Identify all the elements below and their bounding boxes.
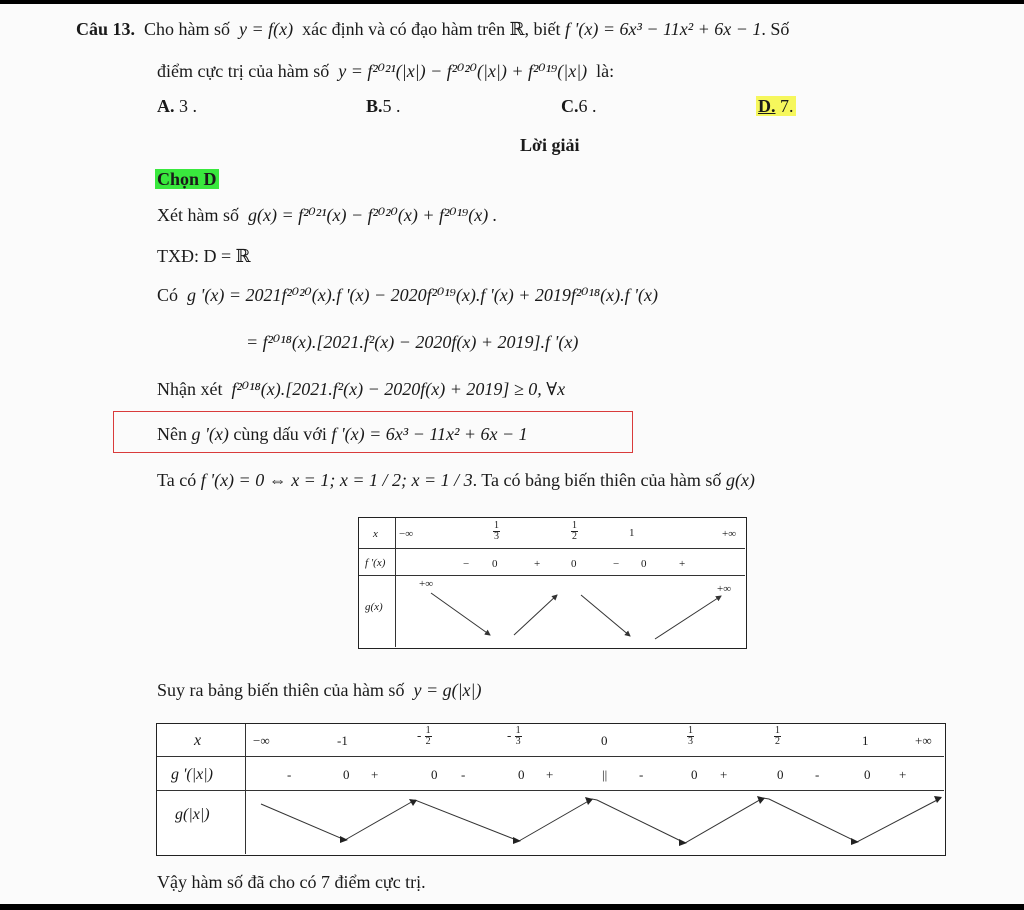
t1-x-val: +∞ bbox=[722, 528, 737, 540]
question-derivative: f '(x) = 6x³ − 11x² + 6x − 1 bbox=[565, 19, 762, 39]
top-border bbox=[0, 0, 1024, 4]
t2-sign: + bbox=[720, 767, 728, 782]
t1-sign: − bbox=[613, 558, 620, 570]
t2-x-val: -1 bbox=[337, 733, 348, 748]
t2-sign: - bbox=[287, 767, 292, 782]
t2-x-val: 0 bbox=[601, 733, 608, 748]
t1-arrow-down bbox=[581, 595, 630, 636]
option-letter: D. bbox=[758, 96, 776, 116]
t1-row-deriv: f '(x) bbox=[365, 557, 386, 569]
solution-formula: g '(x) bbox=[191, 424, 229, 444]
t2-sign: 0 bbox=[691, 767, 698, 782]
t1-x-val: $\frac{1}{2}$ bbox=[572, 520, 577, 542]
t1-arrows bbox=[359, 518, 745, 647]
t1-g-limit: +∞ bbox=[419, 578, 434, 590]
question-line-2 bbox=[157, 59, 614, 83]
t2-x-val: $\frac{1}{3}$ bbox=[688, 725, 693, 747]
solution-formula: y = g(|x|) bbox=[413, 680, 482, 700]
t2-arrowhead bbox=[851, 838, 859, 845]
solution-line-1 bbox=[157, 203, 497, 227]
bottom-border bbox=[0, 904, 1024, 910]
t1-arrow-up bbox=[514, 595, 557, 635]
t1-x-val: $\frac{1}{3}$ bbox=[494, 520, 499, 542]
t1-row-x: x bbox=[373, 528, 378, 540]
t2-sign: || bbox=[602, 767, 608, 782]
t2-arrowhead bbox=[679, 839, 687, 846]
question-label: Câu 13. bbox=[76, 19, 136, 39]
variation-table-g-abs bbox=[156, 723, 946, 856]
variation-table-g bbox=[358, 517, 747, 649]
t2-sign: 0 bbox=[518, 767, 525, 782]
conclusion: Vậy hàm số đã cho có 7 điểm cực trị. bbox=[157, 872, 426, 892]
solution-line-2: TXĐ: D = ℝ bbox=[157, 246, 251, 266]
t2-sign: - bbox=[639, 767, 644, 782]
t2-sign: 0 bbox=[777, 767, 784, 782]
t2-sign: 0 bbox=[864, 767, 871, 782]
question-text: xác định và có đạo hàm trên ℝ, biết bbox=[302, 19, 561, 39]
solution-text: cùng dấu với bbox=[233, 424, 327, 444]
t1-arrow-down bbox=[431, 593, 490, 635]
t2-x-val: - $\frac{1}{2}$ bbox=[417, 725, 431, 747]
option-value: 3 . bbox=[179, 96, 197, 116]
t2-sign: + bbox=[899, 767, 907, 782]
option-letter: B. bbox=[366, 96, 383, 116]
option-letter: C. bbox=[561, 96, 579, 116]
solution-text: Có bbox=[157, 285, 179, 305]
option-a[interactable] bbox=[157, 94, 197, 118]
t1-sign: 0 bbox=[641, 558, 647, 570]
t1-sign: 0 bbox=[571, 558, 577, 570]
question-line2-text: điểm cực trị của hàm số bbox=[157, 61, 330, 81]
solution-line-4: = f²⁰¹⁸(x).[2021.f²(x) − 2020f(x) + 2019].f '(x) bbox=[246, 332, 579, 352]
solution-text: Xét hàm số bbox=[157, 205, 239, 225]
t1-row-g: g(x) bbox=[365, 601, 383, 613]
solution-formula: g(x) = f²⁰²¹(x) − f²⁰²⁰(x) + f²⁰¹⁹(x) . bbox=[247, 205, 498, 225]
question-line-1 bbox=[76, 17, 789, 41]
option-value: 5 . bbox=[382, 96, 401, 116]
option-letter: A. bbox=[157, 96, 175, 116]
question-func: y = f(x) bbox=[239, 19, 294, 39]
option-b[interactable] bbox=[366, 94, 401, 118]
option-d[interactable] bbox=[756, 94, 796, 118]
t1-x-val: −∞ bbox=[399, 528, 414, 540]
t2-arrowhead bbox=[934, 796, 942, 803]
solution-heading: Lời giải bbox=[520, 135, 580, 155]
t2-x-val: 1 bbox=[862, 733, 869, 748]
solution-text: Ta có bbox=[157, 470, 197, 490]
t2-arrowhead bbox=[757, 796, 765, 804]
t2-x-val: $\frac{1}{2}$ bbox=[775, 725, 780, 747]
t2-sign: + bbox=[546, 767, 554, 782]
t1-x-val: 1 bbox=[629, 527, 635, 539]
t2-row-g: g(|x|) bbox=[175, 806, 210, 823]
solution-formula: f '(x) = 0 ⇔ x = 1; x = 1 / 2; x = 1 / 3 bbox=[200, 470, 473, 490]
solution-line-7 bbox=[157, 468, 755, 492]
solution-formula: g(x) bbox=[725, 470, 755, 490]
t2-arrows bbox=[157, 724, 944, 854]
solution-formula: g '(x) = 2021f²⁰²⁰(x).f '(x) − 2020f²⁰¹⁹(x).f '(x) + 2019f²⁰¹⁸(x).f '(x) bbox=[187, 285, 658, 305]
solution-line-3 bbox=[157, 283, 658, 307]
t2-sign: 0 bbox=[431, 767, 438, 782]
solution-text: Nhận xét bbox=[157, 379, 223, 399]
question-intro: Cho hàm số bbox=[144, 19, 231, 39]
solution-formula: f²⁰¹⁸(x).[2021.f²(x) − 2020f(x) + 2019] ≥ 0, ∀x bbox=[231, 379, 566, 399]
option-c[interactable] bbox=[561, 94, 597, 118]
solution-formula: f '(x) = 6x³ − 11x² + 6x − 1 bbox=[331, 424, 528, 444]
chosen-answer: Chọn D bbox=[157, 169, 217, 189]
t2-row-deriv: g '(|x|) bbox=[171, 766, 213, 783]
solution-line-5 bbox=[157, 377, 565, 401]
solution-line-8 bbox=[157, 678, 481, 702]
t2-arrowhead bbox=[585, 797, 593, 805]
t1-sign: − bbox=[463, 558, 470, 570]
solution-text: . Ta có bảng biến thiên của hàm số bbox=[472, 470, 722, 490]
solution-line-6 bbox=[157, 422, 528, 446]
solution-text: Nên bbox=[157, 424, 187, 444]
option-value: 6 . bbox=[578, 96, 597, 116]
t2-variation-path bbox=[261, 798, 941, 843]
solution-text: Suy ra bảng biến thiên của hàm số bbox=[157, 680, 405, 700]
question-text-end: . Số bbox=[761, 19, 790, 39]
t2-row-x: x bbox=[194, 732, 202, 749]
option-value: 7. bbox=[780, 96, 794, 116]
t2-sign: 0 bbox=[343, 767, 350, 782]
t1-g-limit: +∞ bbox=[717, 583, 732, 595]
t2-x-val: +∞ bbox=[915, 733, 932, 748]
question-line2-func: y = f²⁰²¹(|x|) − f²⁰²⁰(|x|) + f²⁰¹⁹(|x|) bbox=[338, 61, 588, 81]
t2-x-val: - $\frac{1}{3}$ bbox=[507, 725, 521, 747]
question-line2-end: là: bbox=[596, 61, 615, 81]
t2-arrowhead bbox=[513, 837, 521, 844]
t1-arrow-up bbox=[655, 596, 721, 639]
t2-x-val: −∞ bbox=[253, 733, 270, 748]
t2-sign: + bbox=[371, 767, 379, 782]
t1-sign: + bbox=[534, 558, 541, 570]
t2-arrowhead bbox=[340, 836, 348, 843]
t2-sign: - bbox=[461, 767, 466, 782]
t1-sign: 0 bbox=[492, 558, 498, 570]
t2-sign: - bbox=[815, 767, 820, 782]
t1-sign: + bbox=[679, 558, 686, 570]
